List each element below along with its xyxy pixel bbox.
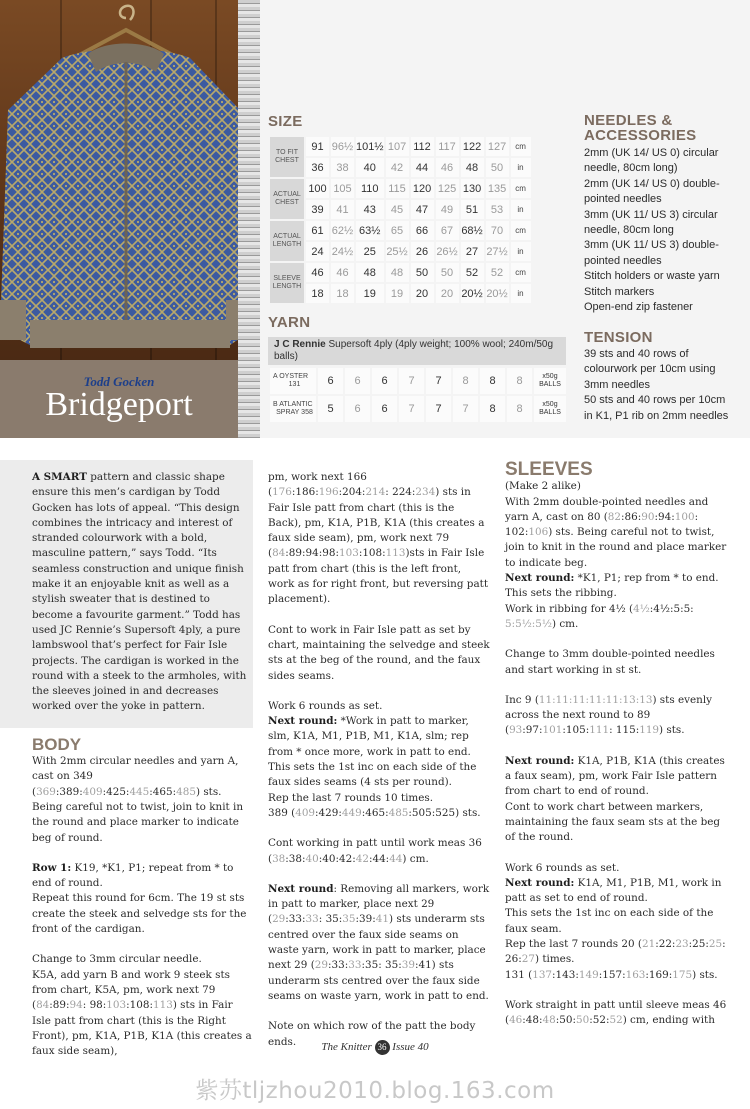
needles-item: pointed needles — [584, 254, 662, 267]
size-cell: 18 — [331, 284, 354, 303]
size-cell: 46 — [306, 263, 329, 282]
size-row — [270, 263, 531, 282]
yarn-quantity: 7 — [426, 368, 451, 394]
size-cell: 18 — [306, 284, 329, 303]
size-cell: 38 — [331, 158, 354, 177]
size-cell: 19 — [356, 284, 384, 303]
size-cell: 91 — [306, 137, 329, 156]
size-cell: 25 — [356, 242, 384, 261]
page-footer — [0, 1040, 750, 1055]
tension-item: 50 sts and 40 rows per 10cm — [584, 394, 726, 407]
size-cell: 24½ — [331, 242, 354, 261]
size-row — [270, 137, 531, 156]
needles-heading-line-2: ACCESSORIES — [584, 127, 697, 144]
size-cell: 48 — [386, 263, 409, 282]
size-cell: 52 — [486, 263, 509, 282]
size-table — [268, 135, 533, 305]
size-cell: 26½ — [436, 242, 459, 261]
tension-item: 3mm needles — [584, 378, 651, 391]
size-cell: 135 — [486, 179, 509, 198]
yarn-colour-code: 131 — [288, 381, 301, 388]
needles-item: Stitch holders or waste yarn — [584, 270, 720, 283]
size-cell: 49 — [436, 200, 459, 219]
needles-list — [584, 146, 744, 315]
size-cell: 110 — [356, 179, 384, 198]
size-cell: 105 — [331, 179, 354, 198]
needles-heading-line-1: NEEDLES & — [584, 112, 673, 129]
size-cell: 42 — [386, 158, 409, 177]
yarn-colour-label — [270, 396, 316, 422]
size-cell: 20 — [411, 284, 434, 303]
yarn-brand: J C Rennie — [274, 339, 326, 350]
needles-item: 3mm (UK 11/ US 3) circular — [584, 208, 718, 221]
yarn-unit-weight: x50g — [542, 373, 558, 380]
size-cell: 19 — [386, 284, 409, 303]
size-cell: 46 — [331, 263, 354, 282]
sleeves-heading: SLEEVES — [505, 459, 593, 480]
sleeves-length: Work straight in patt until sleeve meas 46 (46:48:48:50:50:52:52) cm, ending with — [505, 998, 727, 1027]
size-cell: 67 — [436, 221, 459, 240]
size-cell: 120 — [411, 179, 434, 198]
yarn-colour-name: A OYSTER — [273, 373, 309, 380]
size-row — [270, 221, 531, 240]
yarn-quantity: 7 — [453, 396, 478, 422]
size-cell: 27 — [461, 242, 484, 261]
yarn-quantity: 7 — [399, 368, 424, 394]
size-cell: 62½ — [331, 221, 354, 240]
yarn-unit-balls: BALLS — [539, 409, 561, 416]
size-cell: 61 — [306, 221, 329, 240]
needles-heading — [584, 113, 697, 143]
yarn-quantity: 6 — [372, 368, 397, 394]
size-cell: 27½ — [486, 242, 509, 261]
size-cell: 52 — [461, 263, 484, 282]
needles-item: 2mm (UK 14/ US 0) double- — [584, 177, 720, 190]
size-unit: cm — [511, 137, 531, 156]
size-cell: 65 — [386, 221, 409, 240]
yarn-heading: YARN — [268, 314, 311, 331]
size-cell: 39 — [306, 200, 329, 219]
yarn-quantity: 7 — [426, 396, 451, 422]
column-2 — [268, 470, 490, 1050]
size-heading: SIZE — [268, 113, 303, 130]
body-row-1: Row 1: K19, *K1, P1; repeat from * to end of round. Repeat this round for 6cm. The 19 st sts create the steek and selvedge sts for the front of the cardigan. — [32, 861, 247, 936]
yarn-quantity: 8 — [453, 368, 478, 394]
designer-name: Todd Gocken — [83, 374, 155, 389]
sleeves-cast-on: (Make 2 alike) With 2mm double-pointed needles and yarn A, cast on 80 (82:86:90:94:100: 102:106) sts. Being careful not to twist, join to knit in the round and place marker to indicate beg. Next round: *K1, P1; rep from * to end. This sets the ribbing. Work in ribbing for 4½ (4½:4½:5:5: 5:5½:5½) cm. — [505, 480, 727, 630]
size-cell: 48 — [461, 158, 484, 177]
sleeves-change-needle: Change to 3mm double-pointed needles and start working in st st. — [505, 648, 715, 676]
tension-list — [584, 347, 744, 424]
size-row — [270, 242, 531, 261]
body-increases: Work 6 rounds as set. Next round: *Work in patt to marker, slm, K1A, M1, P1B, M1, K1A, slm; rep from * once more, work in patt to end. This sets the 1st inc on each side of the faux sides seams (4 sts per round). Rep the last 7 rounds 10 times. 389 (409:429:449:465:485:505:525) sts. — [268, 699, 481, 819]
pattern-title: Bridgeport — [45, 386, 193, 423]
size-unit: cm — [511, 179, 531, 198]
size-cell: 53 — [486, 200, 509, 219]
yarn-colour-name: B ATLANTIC — [273, 401, 313, 408]
body-cast-on: With 2mm circular needles and yarn A, cast on 349 (369:389:409:425:445:465:485) sts. Being careful not to twist, join to knit in the round and place marker to indicate beg of round. — [32, 755, 244, 844]
size-cell: 45 — [386, 200, 409, 219]
yarn-description — [268, 337, 566, 365]
issue-number: Issue 40 — [392, 1041, 429, 1053]
intro-paragraph — [32, 470, 254, 715]
size-unit: cm — [511, 263, 531, 282]
body-heading: BODY — [32, 734, 82, 754]
size-cell: 36 — [306, 158, 329, 177]
column-3 — [505, 459, 731, 1029]
body-back-front: pm, work next 166 (176:186:196:204:214: 224:234) sts in Fair Isle patt from chart (this is the Back), pm, K1A, P1B, K1A (this creates a faux side seam), pm, work next 79 (84:89:94:98:103:108:113)sts in Fair Isle patt from chart (this is the left front, work as for right front, but reversing patt placement). — [268, 471, 488, 606]
yarn-quantity: 5 — [318, 396, 343, 422]
yarn-quantity: 8 — [507, 396, 532, 422]
yarn-colour-label — [270, 368, 316, 394]
size-cell: 50 — [436, 263, 459, 282]
size-cell: 127 — [486, 137, 509, 156]
yarn-colour-code: SPRAY 358 — [276, 409, 313, 416]
size-cell: 47 — [411, 200, 434, 219]
size-cell: 125 — [436, 179, 459, 198]
tension-item: 39 sts and 40 rows of — [584, 348, 689, 360]
yarn-quantity: 6 — [318, 368, 343, 394]
size-row-label: ACTUAL CHEST — [270, 179, 304, 219]
sleeves-shaping: Work 6 rounds as set. Next round: K1A, M1, P1B, M1, work in patt as set to end of round. This sets the 1st inc on each side of the faux seam. Rep the last 7 rounds 20 (21:22:23:25:25: 26:27) times. 131 (137:143:149:157:163:169:175) sts. — [505, 861, 726, 981]
size-cell: 130 — [461, 179, 484, 198]
size-cell: 50 — [486, 158, 509, 177]
size-cell: 100 — [306, 179, 329, 198]
column-1 — [32, 470, 254, 1059]
size-row — [270, 158, 531, 177]
size-cell: 46 — [436, 158, 459, 177]
size-unit: in — [511, 200, 531, 219]
size-cell: 43 — [356, 200, 384, 219]
sleeves-faux-seam: Next round: K1A, P1B, K1A (this creates a faux seam), pm, work Fair Isle pattern from chart to end of round. Cont to work chart between markers, maintaining the faux seam sts at the beg of the round. — [505, 754, 725, 844]
size-row — [270, 179, 531, 198]
yarn-row — [270, 368, 566, 394]
body-change-needle: Change to 3mm circular needle. K5A, add yarn B and work 9 steek sts from chart, K5A, pm, work next 79 (84:89:94: 98:103:108:113) sts in Fair Isle patt from chart (this is the Right Front), pm, K1A, P1B, K1A (this creates a faux side seam), — [32, 953, 252, 1058]
yarn-row — [270, 396, 566, 422]
yarn-quantity: 8 — [507, 368, 532, 394]
size-row-label: ACTUAL LENGTH — [270, 221, 304, 261]
magazine-name: The Knitter — [321, 1041, 372, 1053]
yarn-unit-balls: BALLS — [539, 381, 561, 388]
body-note: Note on which row of the patt the body ends. — [268, 1020, 476, 1048]
needles-item: 3mm (UK 11/ US 3) double- — [584, 239, 719, 252]
needles-item: pointed needles — [584, 193, 662, 206]
size-cell: 24 — [306, 242, 329, 261]
size-row-label: TO FIT CHEST — [270, 137, 304, 177]
watermark: 紫苏tljzhou2010.blog.163.com — [195, 1078, 555, 1104]
size-cell: 20 — [436, 284, 459, 303]
size-cell: 112 — [411, 137, 434, 156]
body-length: Cont working in patt until work meas 36 (38:38:40:40:42:42:44:44) cm. — [268, 837, 482, 865]
size-cell: 44 — [411, 158, 434, 177]
yarn-quantity: 6 — [345, 396, 370, 422]
needles-item: needle, 80cm long) — [584, 162, 678, 175]
size-cell: 40 — [356, 158, 384, 177]
yarn-unit — [534, 368, 566, 394]
yarn-unit-weight: x50g — [542, 401, 558, 408]
yarn-quantity: 7 — [399, 396, 424, 422]
size-cell: 25½ — [386, 242, 409, 261]
intro-text: pattern and classic shape ensure this men’s cardigan by Todd Gocken has lots of appeal. “This design combines the intricacy and interest of stranded colourwork with a bold, masculine pattern,” says Todd. “Its seamless construction and unique finish make it an enjoyable knit as well as a stylish sweater that is destined to become a favourite garment.” Todd has used JC Rennie’s Supersoft 4ply, a pure lambswool that’s perfect for Fair Isle projects. The cardigan is worked in the round with a steek to the armholes, with the sleeves joined in and decreases worked over the yoke in pattern. — [32, 471, 247, 713]
size-cell: 70 — [486, 221, 509, 240]
yarn-unit — [534, 396, 566, 422]
size-cell: 68½ — [461, 221, 484, 240]
needles-item: Open-end zip fastener — [584, 301, 693, 314]
yarn-table — [268, 366, 568, 424]
needles-item: Stitch markers — [584, 285, 655, 298]
size-cell: 26 — [411, 242, 434, 261]
sleeves-increase: Inc 9 (11:11:11:11:11:13:13) sts evenly across the next round to 89 (93:97:101:105:111: 115:119) sts. — [505, 693, 713, 737]
tension-item: in K1, P1 rib on 2mm needles — [584, 409, 729, 422]
tension-heading: TENSION — [584, 329, 653, 346]
yarn-details: Supersoft 4ply (4ply weight; 100% wool; 240m/50g balls) — [274, 339, 554, 362]
cardigan-illustration — [0, 0, 253, 360]
size-cell: 66 — [411, 221, 434, 240]
body-continue: Cont to work in Fair Isle patt as set by chart, maintaining the selvedge and steek sts at the beg of the round, and the faux sides seams. — [268, 623, 490, 682]
tension-item: colourwork per 10cm using — [584, 363, 716, 376]
size-row — [270, 200, 531, 219]
size-cell: 115 — [386, 179, 409, 198]
size-unit: in — [511, 284, 531, 303]
cardigan-photo — [0, 0, 253, 360]
body-underarm: Next round: Removing all markers, work in patt to marker, place next 29 (29:33:33: 35:35:39:41) sts underarm sts centred over the faux side seams on waste yarn, work in patt to marker, place next 29 (29:33:33:35: 35:39:41) sts underarm sts centred over the faux side seams on waste yarn, work in patt to end. — [268, 882, 490, 1002]
size-row-label: SLEEVE LENGTH — [270, 263, 304, 303]
needles-item: needle, 80cm long — [584, 224, 674, 237]
size-unit: cm — [511, 221, 531, 240]
size-cell: 63½ — [356, 221, 384, 240]
size-unit: in — [511, 242, 531, 261]
yarn-quantity: 8 — [480, 396, 505, 422]
page-number: 36 — [375, 1040, 390, 1055]
size-cell: 101½ — [356, 137, 384, 156]
yarn-quantity: 8 — [480, 368, 505, 394]
spiral-binding — [238, 0, 260, 438]
size-cell: 20½ — [486, 284, 509, 303]
size-row — [270, 284, 531, 303]
size-cell: 96½ — [331, 137, 354, 156]
yarn-quantity: 6 — [372, 396, 397, 422]
size-cell: 117 — [436, 137, 459, 156]
size-unit: in — [511, 158, 531, 177]
needles-item: 2mm (UK 14/ US 0) circular — [584, 147, 719, 159]
size-cell: 41 — [331, 200, 354, 219]
size-cell: 51 — [461, 200, 484, 219]
intro-lead: A SMART — [32, 471, 87, 483]
size-cell: 50 — [411, 263, 434, 282]
size-cell: 107 — [386, 137, 409, 156]
size-cell: 48 — [356, 263, 384, 282]
yarn-quantity: 6 — [345, 368, 370, 394]
size-cell: 20½ — [461, 284, 484, 303]
size-cell: 122 — [461, 137, 484, 156]
